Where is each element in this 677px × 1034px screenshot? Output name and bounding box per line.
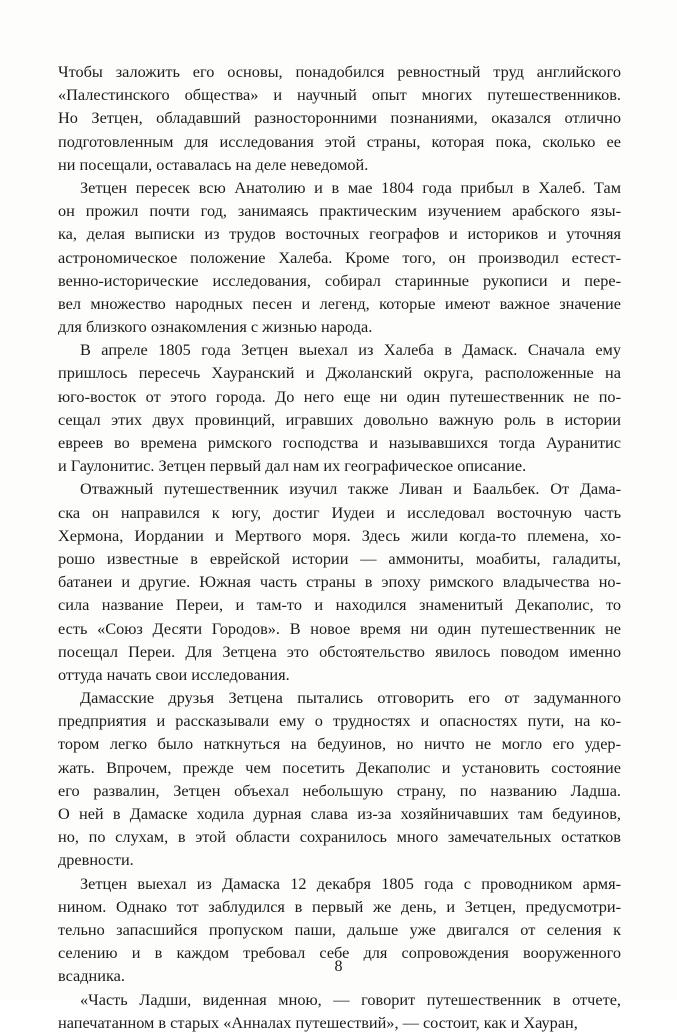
text-line: В апреле 1805 года Зетцен выехал из Халеба в Дамаск. Сначала ему xyxy=(80,340,621,360)
text-line: Дамасские друзья Зетцена пытались отговорить его от задуманного xyxy=(80,688,621,708)
text-line: сила название Переи, и там-то и находился знаменитый Декаполис, то xyxy=(58,595,621,615)
page-number: 8 xyxy=(334,958,343,975)
text-line: всадника. xyxy=(58,966,125,986)
text-line: подготовленным для исследования этой страны, которая пока, сколько ее xyxy=(58,131,621,151)
text-line: жать. Впрочем, прежде чем посетить Декаполис и установить состояние xyxy=(58,757,621,777)
text-line: предприятия и рассказывали ему о трудностях и опасностях пути, на ко- xyxy=(58,711,621,731)
text-line: сещал этих двух провинций, игравших довольно важную роль в истории xyxy=(58,409,621,429)
text-line: евреев во времена римского господства и называвшихся тогда Ауранитис xyxy=(58,433,621,452)
text-line: посещал Переи. Для Зетцена это обстоятельство явилось поводом именно xyxy=(58,641,621,661)
text-line: Отважный путешественник изучил также Ливан и Баальбек. От Дама- xyxy=(80,479,621,499)
text-line: астрономическое положение Халеба. Кроме того, он производил естест- xyxy=(58,247,621,267)
text-line: оттуда начать свои исследования. xyxy=(58,664,290,684)
paragraph xyxy=(58,176,621,338)
paragraph xyxy=(58,477,621,686)
paragraph xyxy=(58,60,621,176)
text-line: ка, делая выписки из трудов восточных географов и историков и уточняя xyxy=(58,224,621,244)
paragraph xyxy=(58,686,621,872)
text-line: батанеи и другие. Южная часть страны в эпоху римского владычества но- xyxy=(58,572,621,592)
text-line: юго-восток от этого города. До него еще ни один путешественник не по- xyxy=(58,386,621,406)
text-line: древности. xyxy=(58,850,134,870)
text-line: для близкого ознакомления с жизнью народа. xyxy=(58,317,373,337)
text-line: венно-исторические исследования, собирал старинные рукописи и пере- xyxy=(58,270,621,290)
text-line: и Гаулонитис. Зетцен первый дал нам их географическое описание. xyxy=(58,456,527,476)
text-line: О ней в Дамаске ходила дурная слава из-за хозяйничавших там бедуинов, xyxy=(58,804,621,823)
text-line: Зетцен пересек всю Анатолию и в мае 1804 года прибыл в Халеб. Там xyxy=(80,177,621,197)
text-line: но, по слухам, в этой области сохранилось много замечательных остатков xyxy=(58,827,621,847)
body-text xyxy=(58,60,621,1034)
text-line: он прожил почти год, занимаясь практическим изучением арабского язы- xyxy=(58,201,621,221)
text-line: селению и в каждом требовал себе для сопровождения вооруженного xyxy=(58,943,621,963)
text-line: пришлось пересечь Хауранский и Джоланский округа, расположенные на xyxy=(58,363,621,383)
text-line: есть «Союз Десяти Городов». В новое время ни один путешественник не xyxy=(58,618,621,638)
text-line: «Палестинского общества» и научный опыт многих путешественников. xyxy=(58,85,621,105)
text-line: тором легко было наткнуться на бедуинов, но ничто не могло его удер- xyxy=(58,734,621,754)
text-line: ска он направился к югу, достиг Иудеи и исследовал восточную часть xyxy=(58,502,621,522)
text-line: «Часть Ладши, виденная мною, — говорит путешественник в отчете, xyxy=(80,989,621,1009)
text-line: Хермона, Иордании и Мертвого моря. Здесь жили когда-то племена, хо- xyxy=(58,525,621,545)
text-line: напечатанном в старых «Анналах путешествий», — состоит, как и Хауран, xyxy=(58,1012,578,1032)
text-line: рошо известные в еврейской истории — аммониты, моабиты, галадиты, xyxy=(58,548,621,568)
text-line: Зетцен выехал из Дамаска 12 декабря 1805 года с проводником армя- xyxy=(80,873,621,893)
text-line: вел множество народных песен и легенд, которые имеют важное значение xyxy=(58,293,621,313)
paragraph xyxy=(58,988,621,1034)
text-line: нином. Однако тот заблудился в первый же день, и Зетцен, предусмотри- xyxy=(58,896,621,916)
text-line: Чтобы заложить его основы, понадобился ревностный труд английского xyxy=(58,62,621,81)
text-line: Но Зетцен, обладавший разносторонними познаниями, оказался отлично xyxy=(58,108,621,128)
text-line: его развалин, Зетцен объехал небольшую страну, по названию Ладша. xyxy=(58,780,621,800)
text-line: ни посещали, оставалась на деле неведомой. xyxy=(58,154,369,174)
paragraph xyxy=(58,338,621,477)
text-line: тельно запасшийся пропуском паши, дальше уже двигался от селения к xyxy=(58,919,621,939)
